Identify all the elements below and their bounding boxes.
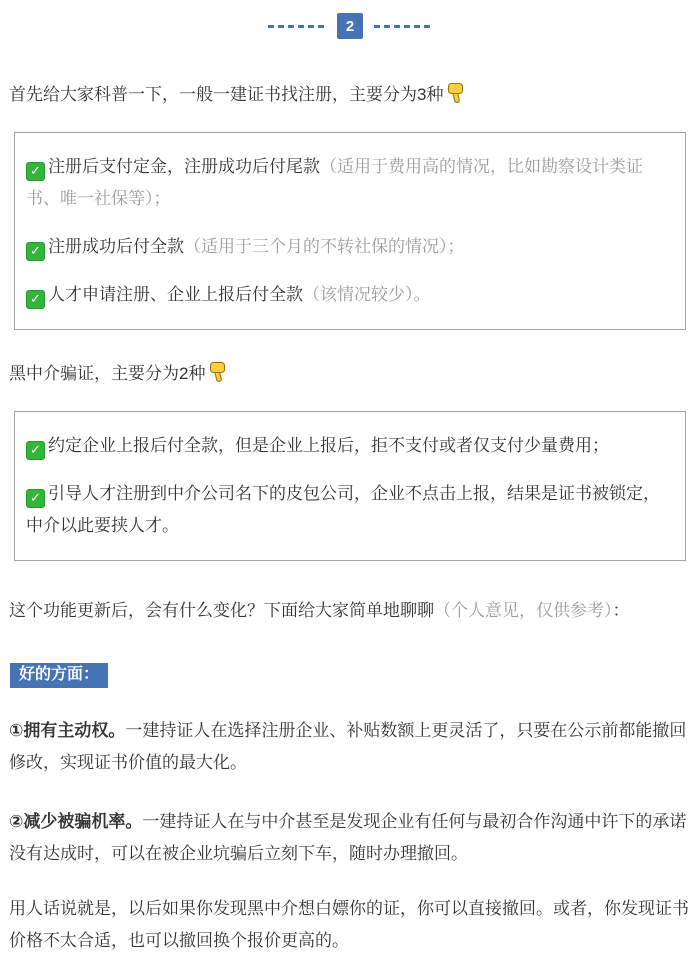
summary-paragraph: 用人话说就是，以后如果你发现黑中介想白嫖你的证，你可以直接撤回。或者，你发现证书价格不太合适，也可以撤回换个报价更高的。 — [9, 899, 689, 950]
change-paragraph — [9, 595, 691, 627]
pointing-down-icon — [445, 82, 466, 115]
point2-lead: ②减少被骗机率。 — [9, 812, 143, 831]
change-tail-text: ： — [612, 601, 630, 620]
point1-lead: ①拥有主动权。 — [9, 721, 126, 740]
check-icon: ✓ — [26, 290, 45, 309]
list-item — [26, 478, 674, 542]
dashed-line-left — [268, 25, 326, 28]
scam-intro-paragraph — [9, 358, 691, 394]
scam-types-box — [14, 411, 686, 561]
check-icon: ✓ — [26, 162, 45, 181]
list-item — [26, 151, 674, 215]
item-note-text: （适用于三个月的不转社保的情况）； — [184, 237, 465, 256]
change-text: 这个功能更新后，会有什么变化？下面给大家简单地聊聊 — [9, 601, 434, 620]
check-icon: ✓ — [26, 242, 45, 261]
item-note-text: （适用于费用高的情况，比如勘察设计类证书、唯一社保等）； — [26, 157, 643, 208]
item-main-text: 约定企业上报后付全款，但是企业上报后，拒不支付或者仅支付少量费用； — [48, 436, 609, 455]
registration-types-box — [14, 132, 686, 330]
item-main-text: 人才申请注册、企业上报后付全款 — [48, 285, 303, 304]
item-main-text: 注册成功后付全款 — [48, 237, 184, 256]
point1-paragraph — [9, 715, 691, 779]
dashed-line-right — [374, 25, 432, 28]
section-number-badge: 2 — [337, 13, 363, 39]
intro-paragraph — [9, 79, 691, 115]
point1-body: 一建持证人在选择注册企业、补贴数额上更灵活了，只要在公示前都能撤回修改，实现证书价值的最大化。 — [9, 721, 687, 772]
pointing-down-icon — [207, 361, 228, 394]
good-aspects-label: 好的方面： — [10, 663, 108, 688]
check-icon: ✓ — [26, 441, 45, 460]
point2-body: 一建持证人在与中介甚至是发现企业有任何与最初合作沟通中许下的承诺没有达成时，可以在被企业坑骗后立刻下车，随时办理撤回。 — [9, 812, 687, 863]
list-item — [26, 279, 674, 311]
scam-intro-text: 黑中介骗证，主要分为2种 — [9, 364, 206, 383]
list-item — [26, 231, 674, 263]
item-note-text: （该情况较少）。 — [303, 285, 431, 304]
intro-text: 首先给大家科普一下，一般一建证书找注册，主要分为3种 — [9, 85, 444, 104]
change-note-text: （个人意见，仅供参考） — [434, 601, 613, 620]
item-main-text: 引导人才注册到中介公司名下的皮包公司，企业不点击上报，结果是证书被锁定，中介以此要挟人才。 — [26, 484, 660, 535]
check-icon: ✓ — [26, 489, 45, 508]
section-divider — [0, 13, 700, 39]
item-main-text: 注册后支付定金，注册成功后付尾款 — [48, 157, 320, 176]
point2-paragraph — [9, 806, 691, 870]
list-item — [26, 430, 674, 462]
